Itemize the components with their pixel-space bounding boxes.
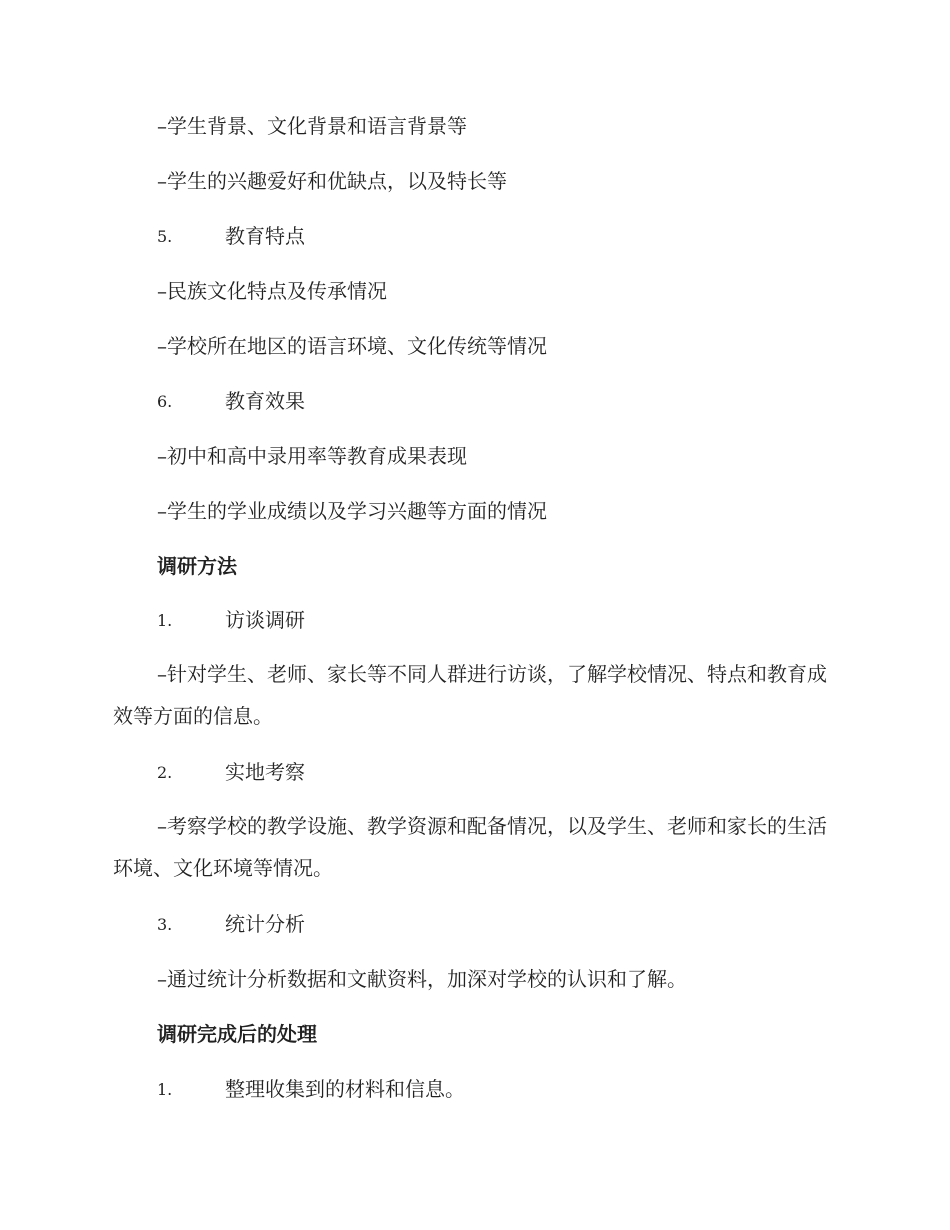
paragraph-statistics: –通过统计分析数据和文献资料，加深对学校的认识和了解。 — [157, 967, 687, 991]
list-item-field-visit: 实地考察 — [225, 760, 305, 784]
list-number-2: 2. — [157, 763, 173, 782]
bullet-enrollment-rate: –初中和高中录用率等教育成果表现 — [157, 444, 467, 468]
list-number-3: 3. — [157, 915, 173, 934]
list-item-education-features: 教育特点 — [225, 224, 305, 248]
bullet-student-interests: –学生的兴趣爱好和优缺点，以及特长等 — [157, 169, 507, 193]
list-number-1b: 1. — [157, 1080, 173, 1099]
section-heading-post-processing: 调研完成后的处理 — [157, 1022, 317, 1046]
list-number-1: 1. — [157, 611, 173, 630]
list-item-organize-materials: 整理收集到的材料和信息。 — [225, 1077, 465, 1101]
bullet-student-background: –学生背景、文化背景和语言背景等 — [157, 114, 467, 138]
bullet-ethnic-culture: –民族文化特点及传承情况 — [157, 279, 387, 303]
bullet-academic-performance: –学生的学业成绩以及学习兴趣等方面的情况 — [157, 499, 547, 523]
bullet-language-environment: –学校所在地区的语言环境、文化传统等情况 — [157, 334, 547, 358]
section-heading-research-methods: 调研方法 — [157, 554, 237, 578]
list-item-statistics: 统计分析 — [225, 912, 305, 936]
list-number-6: 6. — [157, 392, 173, 411]
paragraph-interview: –针对学生、老师、家长等不同人群进行访谈，了解学校情况、特点和教育成效等方面的信息。 — [113, 662, 827, 728]
list-number-5: 5. — [157, 227, 173, 246]
list-item-interview: 访谈调研 — [225, 608, 305, 632]
paragraph-field-visit: –考察学校的教学设施、教学资源和配备情况，以及学生、老师和家长的生活环境、文化环境等情况。 — [113, 814, 827, 880]
list-item-education-results: 教育效果 — [225, 389, 305, 413]
